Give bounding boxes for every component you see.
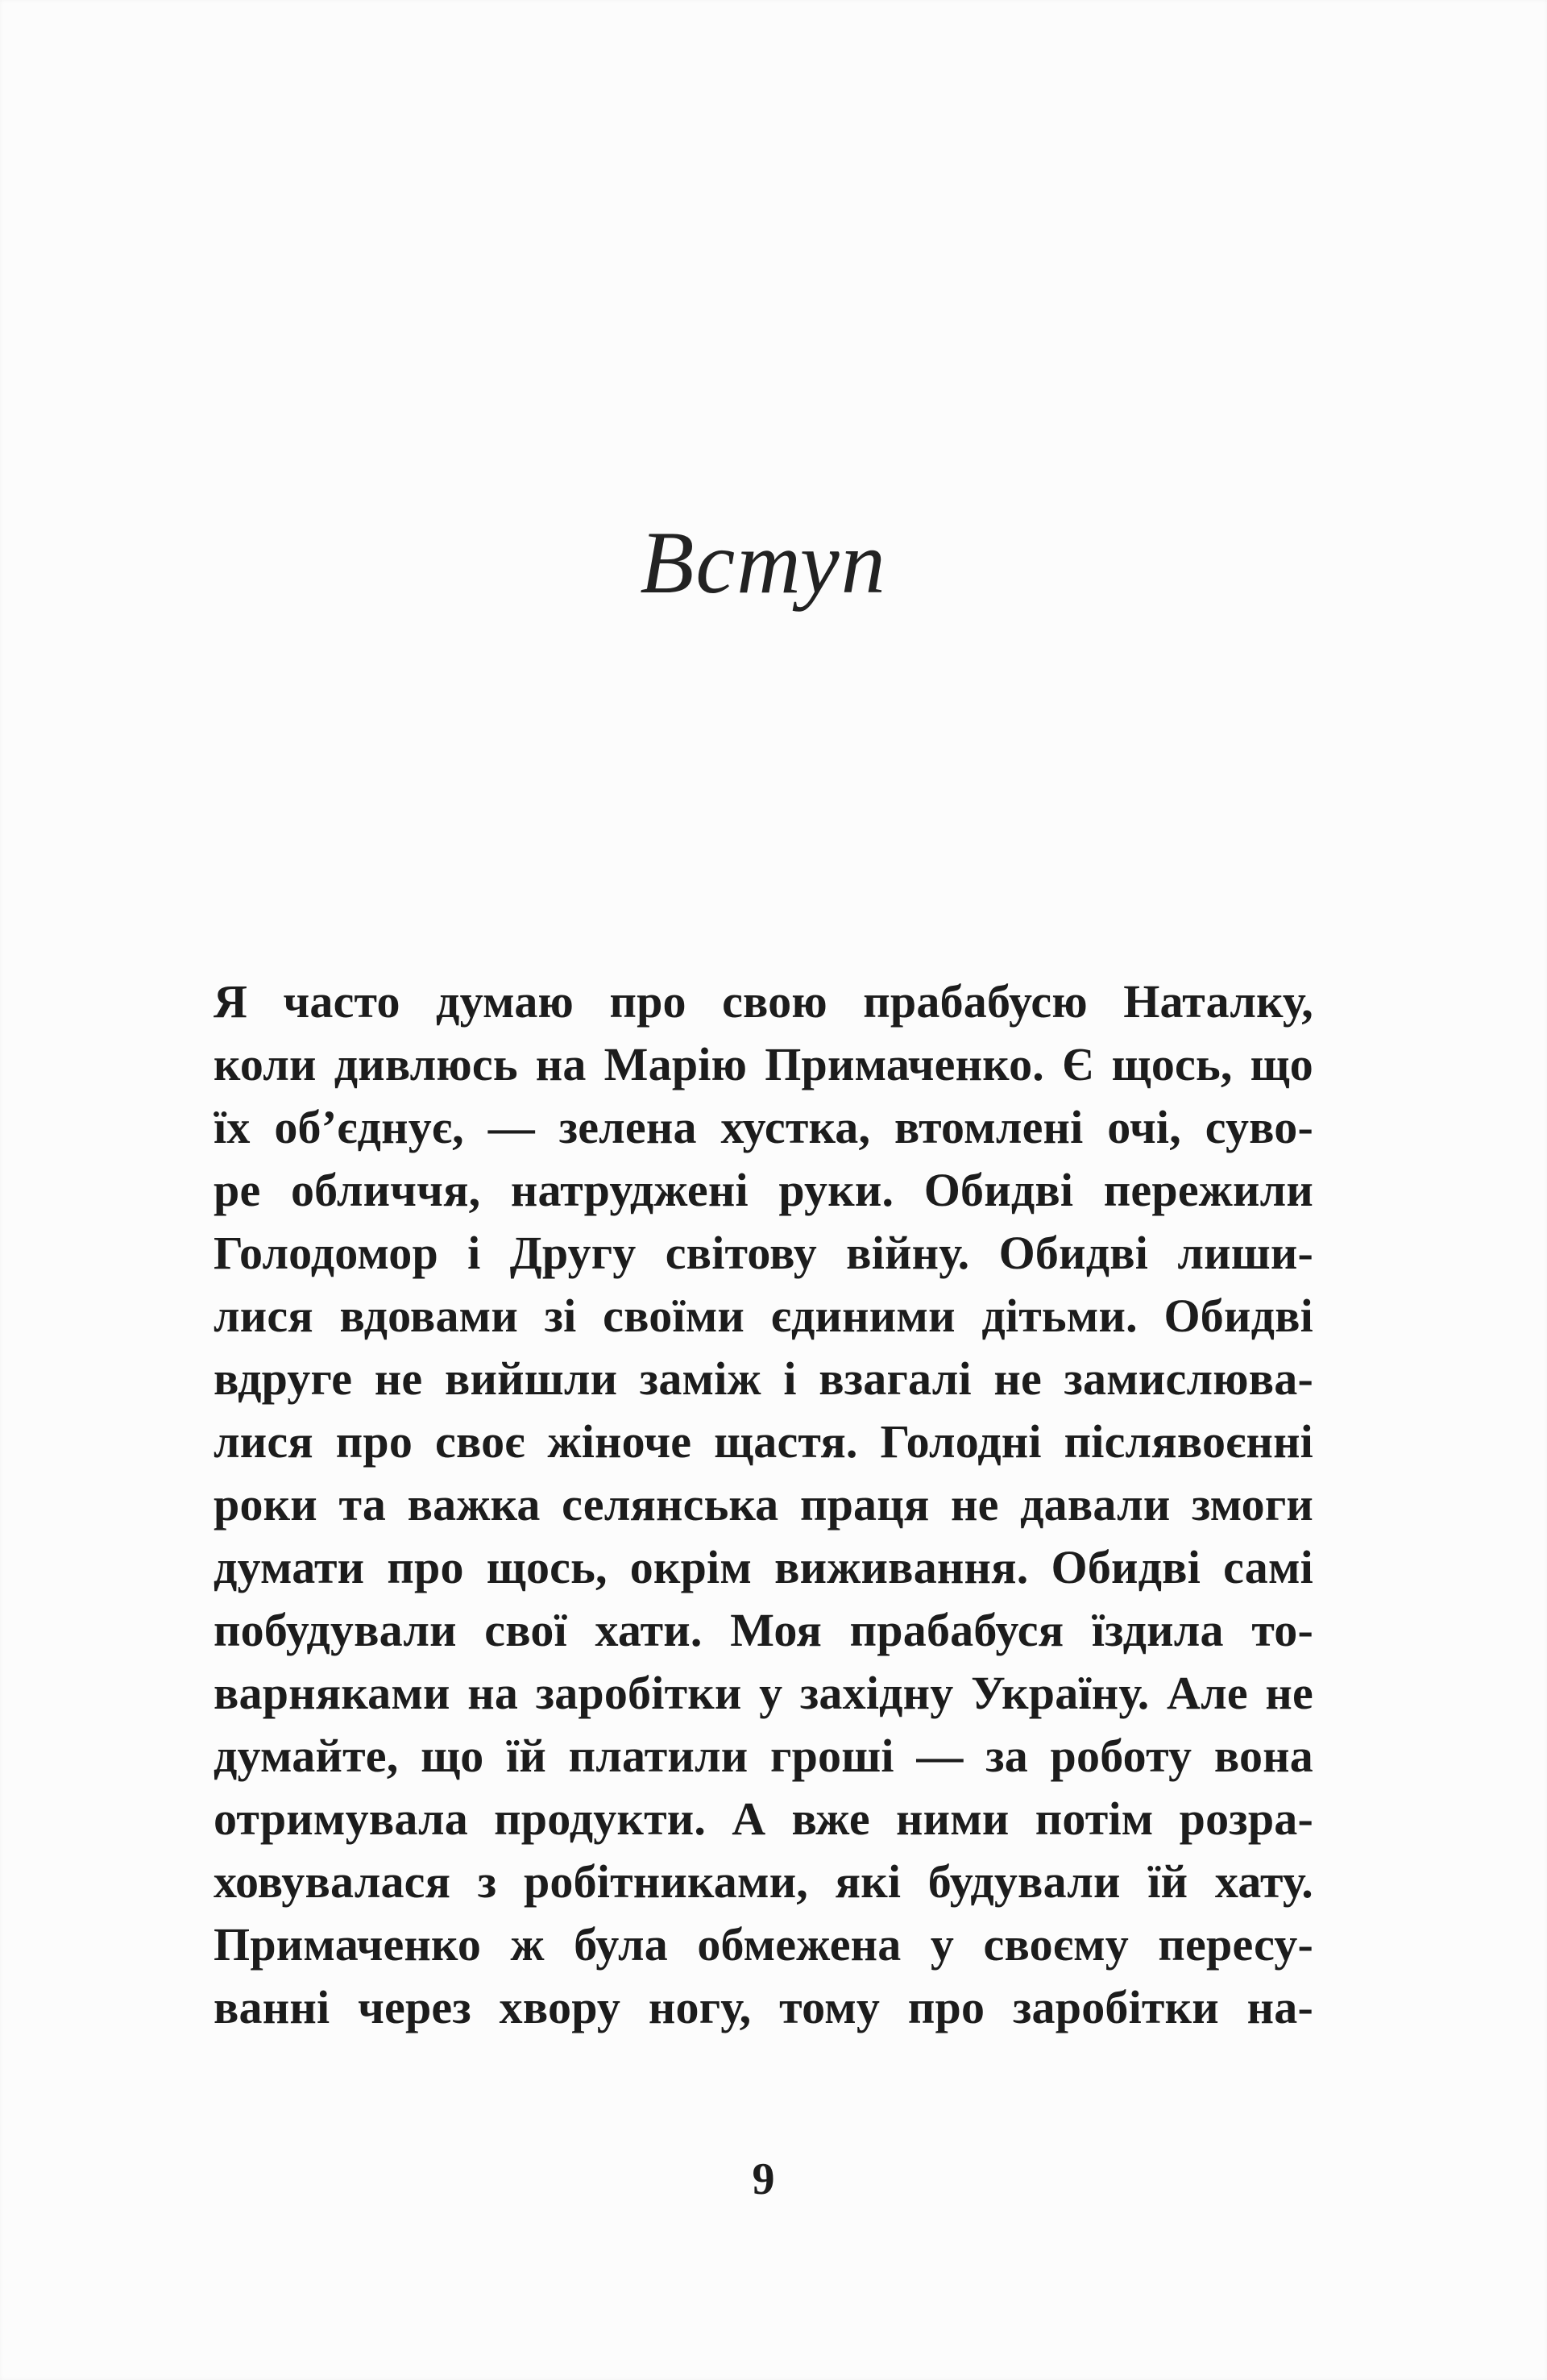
body-text — [214, 970, 1313, 2039]
text-line: ванні через хвору ногу, тому про заробітки на- — [214, 1981, 1313, 2033]
text-line: вдруге не вийшли заміж і взагалі не замислюва- — [214, 1352, 1313, 1405]
text-line: лися вдовами зі своїми єдиними дітьми. Обидві — [214, 1290, 1313, 1342]
text-line: ре обличчя, натруджені руки. Обидві пережили — [214, 1164, 1313, 1216]
text-line: ховувалася з робітниками, які будували їй хату. — [214, 1855, 1313, 1908]
text-line: лися про своє жіноче щастя. Голодні післявоєнні — [214, 1415, 1313, 1468]
text-line: Голодомор і Другу світову війну. Обидві лиши- — [214, 1227, 1313, 1279]
text-line: отримувала продукти. А вже ними потім розра- — [214, 1792, 1313, 1845]
text-line: коли дивлюсь на Марію Примаченко. Є щось, що — [214, 1038, 1313, 1090]
text-line: побудували свої хати. Моя прабабуся їздила то- — [214, 1604, 1313, 1656]
text-line: Я часто думаю про свою прабабусю Наталку, — [214, 975, 1313, 1028]
text-line: Примаченко ж була обмежена у своєму пересу- — [214, 1918, 1313, 1971]
chapter-title: Вступ — [640, 513, 887, 612]
text-line: думати про щось, окрім виживання. Обидві самі — [214, 1541, 1313, 1593]
text-line: роки та важка селянська праця не давали змоги — [214, 1478, 1313, 1531]
text-line: їх об’єднує, — зелена хустка, втомлені очі, суво- — [214, 1101, 1313, 1153]
page-number: 9 — [752, 2154, 775, 2204]
text-line: варняками на заробітки у західну Україну. Але не — [214, 1667, 1313, 1719]
text-line: думайте, що їй платили гроші — за роботу вона — [214, 1730, 1313, 1782]
